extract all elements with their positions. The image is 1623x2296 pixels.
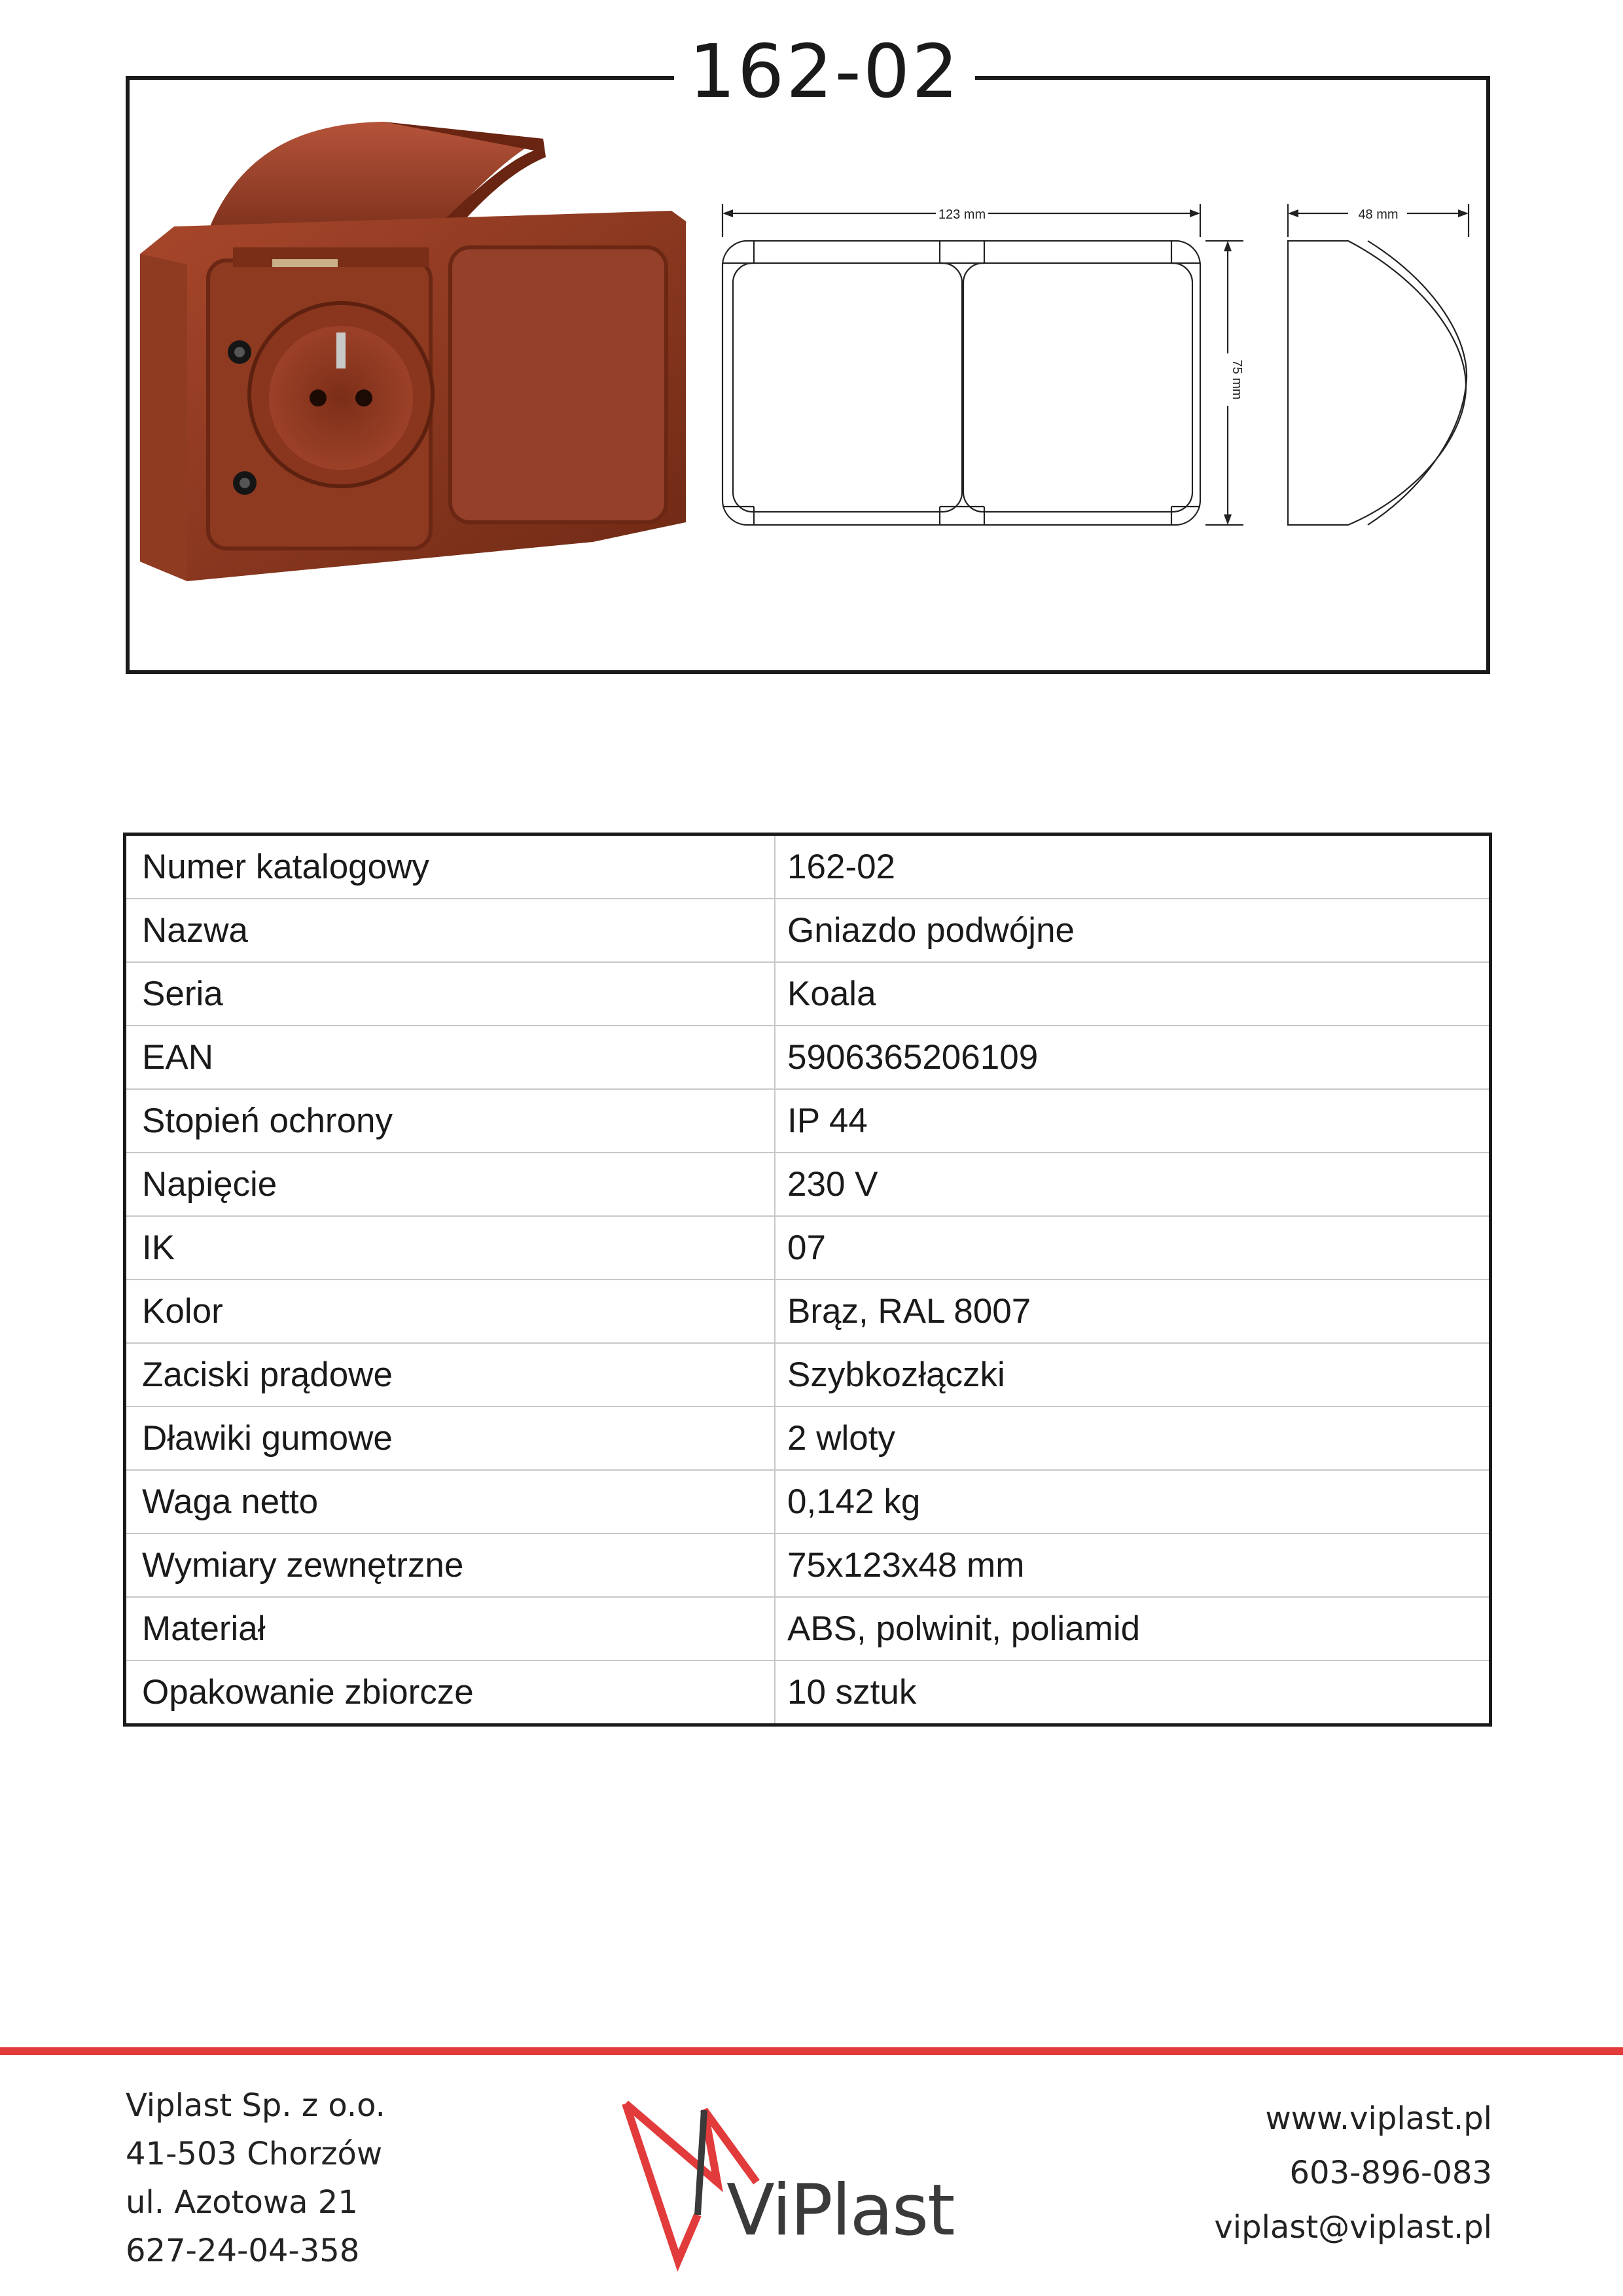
spec-row: [125, 834, 1491, 899]
viplast-logo-text: ViPlast: [726, 2170, 954, 2251]
spec-value: 5906365206109: [775, 1026, 1491, 1089]
specification-table: [123, 833, 1492, 1727]
spec-value: 10 sztuk: [787, 1673, 917, 1712]
spec-row: [125, 1470, 1491, 1534]
spec-value: Gniazdo podwójne: [775, 899, 1491, 962]
spec-value: 230 V: [775, 1153, 1491, 1216]
depth-dimension-label: 48 mm: [1358, 207, 1399, 222]
spec-row: [125, 1089, 1491, 1153]
postal-code-city: 41-503 Chorzów: [126, 2136, 383, 2172]
company-address: [126, 2081, 385, 2275]
tax-number: 627-24-04-358: [126, 2233, 360, 2269]
spec-label: Zaciski prądowe: [125, 1343, 776, 1407]
spec-value: IP 44: [775, 1089, 1491, 1153]
height-dimension-label: 75 mm: [1230, 359, 1244, 400]
company-name: Viplast Sp. z o.o.: [126, 2087, 385, 2124]
width-dimension-label: 123 mm: [938, 207, 986, 222]
spec-row: [125, 1216, 1491, 1280]
website-link[interactable]: www.viplast.pl: [1265, 2100, 1492, 2137]
street-address: ul. Azotowa 21: [126, 2184, 358, 2221]
spec-row: [125, 1343, 1491, 1407]
dimension-drawing-front: [713, 190, 1250, 543]
spec-label: Waga netto: [125, 1470, 776, 1534]
spec-row: [125, 1280, 1491, 1343]
spec-value: 162-02: [775, 834, 1491, 899]
spec-row: [125, 1026, 1491, 1089]
spec-label: EAN: [125, 1026, 776, 1089]
spec-row: [125, 899, 1491, 962]
spec-value: ABS, polwinit, poliamid: [775, 1597, 1491, 1660]
spec-value: 07: [775, 1216, 1491, 1280]
contact-info: [1214, 2092, 1492, 2255]
spec-value: 2 wloty: [775, 1407, 1491, 1470]
phone-number: 603-896-083: [1289, 2155, 1492, 2191]
spec-label: Numer katalogowy: [125, 834, 776, 899]
dimension-drawing-side: [1283, 190, 1479, 543]
spec-value: Brąz, RAL 8007: [775, 1280, 1491, 1343]
product-photo: [135, 110, 737, 594]
spec-label: Nazwa: [125, 899, 776, 962]
spec-value: Szybkozłączki: [775, 1343, 1491, 1407]
spec-label: Dławiki gumowe: [125, 1407, 776, 1470]
spec-label: IK: [125, 1216, 776, 1280]
spec-label: Napięcie: [125, 1153, 776, 1216]
spec-label: Stopień ochrony: [125, 1089, 776, 1153]
model-number-title: 162-02: [674, 26, 975, 118]
spec-row: [125, 1534, 1491, 1597]
spec-row: [125, 1597, 1491, 1660]
spec-label: Kolor: [125, 1280, 776, 1343]
spec-row: [125, 1660, 1491, 1725]
spec-row: [125, 1153, 1491, 1216]
spec-row: [125, 962, 1491, 1026]
spec-label: Materiał: [125, 1597, 776, 1660]
spec-value: 0,142 kg: [775, 1470, 1491, 1534]
spec-value: 75x123x48 mm: [775, 1534, 1491, 1597]
spec-label: Seria: [125, 962, 776, 1026]
spec-row: [125, 1407, 1491, 1470]
spec-label: Wymiary zewnętrzne: [125, 1534, 776, 1597]
footer-divider: [0, 2047, 1623, 2055]
email-link[interactable]: viplast@viplast.pl: [1214, 2209, 1492, 2246]
spec-label: Opakowanie zbiorcze: [125, 1660, 776, 1725]
spec-value: Koala: [775, 962, 1491, 1026]
